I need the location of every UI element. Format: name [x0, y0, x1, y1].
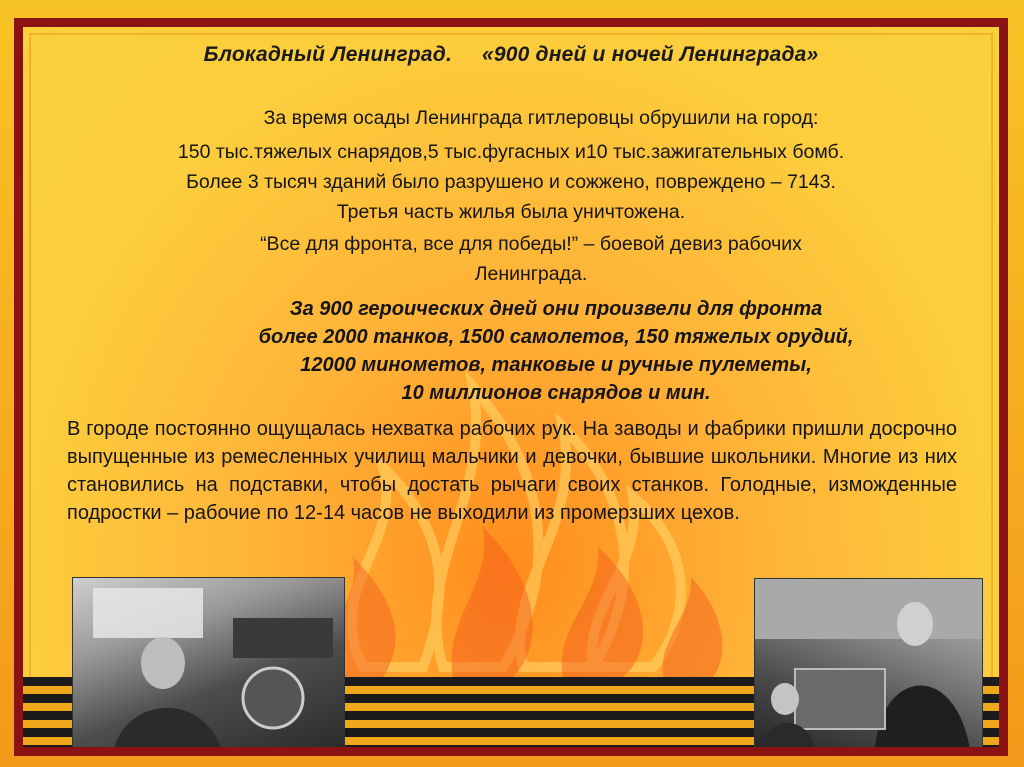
slide-frame	[14, 18, 1008, 756]
photo-left-image	[73, 578, 344, 753]
title-right: «900 дней и ночей Ленинграда»	[481, 43, 819, 66]
photo-worker-at-lathe	[72, 577, 345, 754]
production-line-2: более 2000 танков, 1500 самолетов, 150 тяжелых орудий,	[258, 326, 854, 348]
production-summary	[153, 295, 959, 407]
production-line-3: 12000 минометов, танковые и ручные пулеметы,	[300, 354, 812, 376]
intro-line-3: Более 3 тысяч зданий было разрушено и сожжено, повреждено – 7143.	[186, 171, 836, 193]
slide-title	[23, 43, 999, 67]
production-line-4: 10 миллионов снарядов и мин.	[401, 382, 711, 404]
intro-line-4: Третья часть жилья была уничтожена.	[336, 201, 686, 223]
body-paragraph: В городе постоянно ощущалась нехватка рабочих рук. На заводы и фабрики пришли досрочно выпущенные из ремесленных училищ мальчики и девочки, бывшие школьники. Многие из них становились на подставки, чтобы достать рычаги своих станков. Голодные, изможденные подростки – рабочие по 12-14 часов не выходили из промерзших цехов.	[67, 418, 957, 524]
photo-right-image	[755, 579, 982, 750]
intro-line-6: Ленинграда.	[474, 263, 588, 285]
title-left: Блокадный Ленинград.	[203, 43, 452, 66]
production-line-1: За 900 героических дней они произвели для фронта	[289, 298, 823, 320]
intro-line-2: 150 тыс.тяжелых снарядов,5 тыс.фугасных и10 тыс.зажигательных бомб.	[177, 141, 845, 163]
intro-line-1: За время осады Ленинграда гитлеровцы обрушили на город:	[263, 107, 819, 129]
intro-line-5: “Все для фронта, все для победы!” – боевой девиз рабочих	[260, 233, 802, 255]
photo-youth-at-machine	[754, 578, 983, 751]
